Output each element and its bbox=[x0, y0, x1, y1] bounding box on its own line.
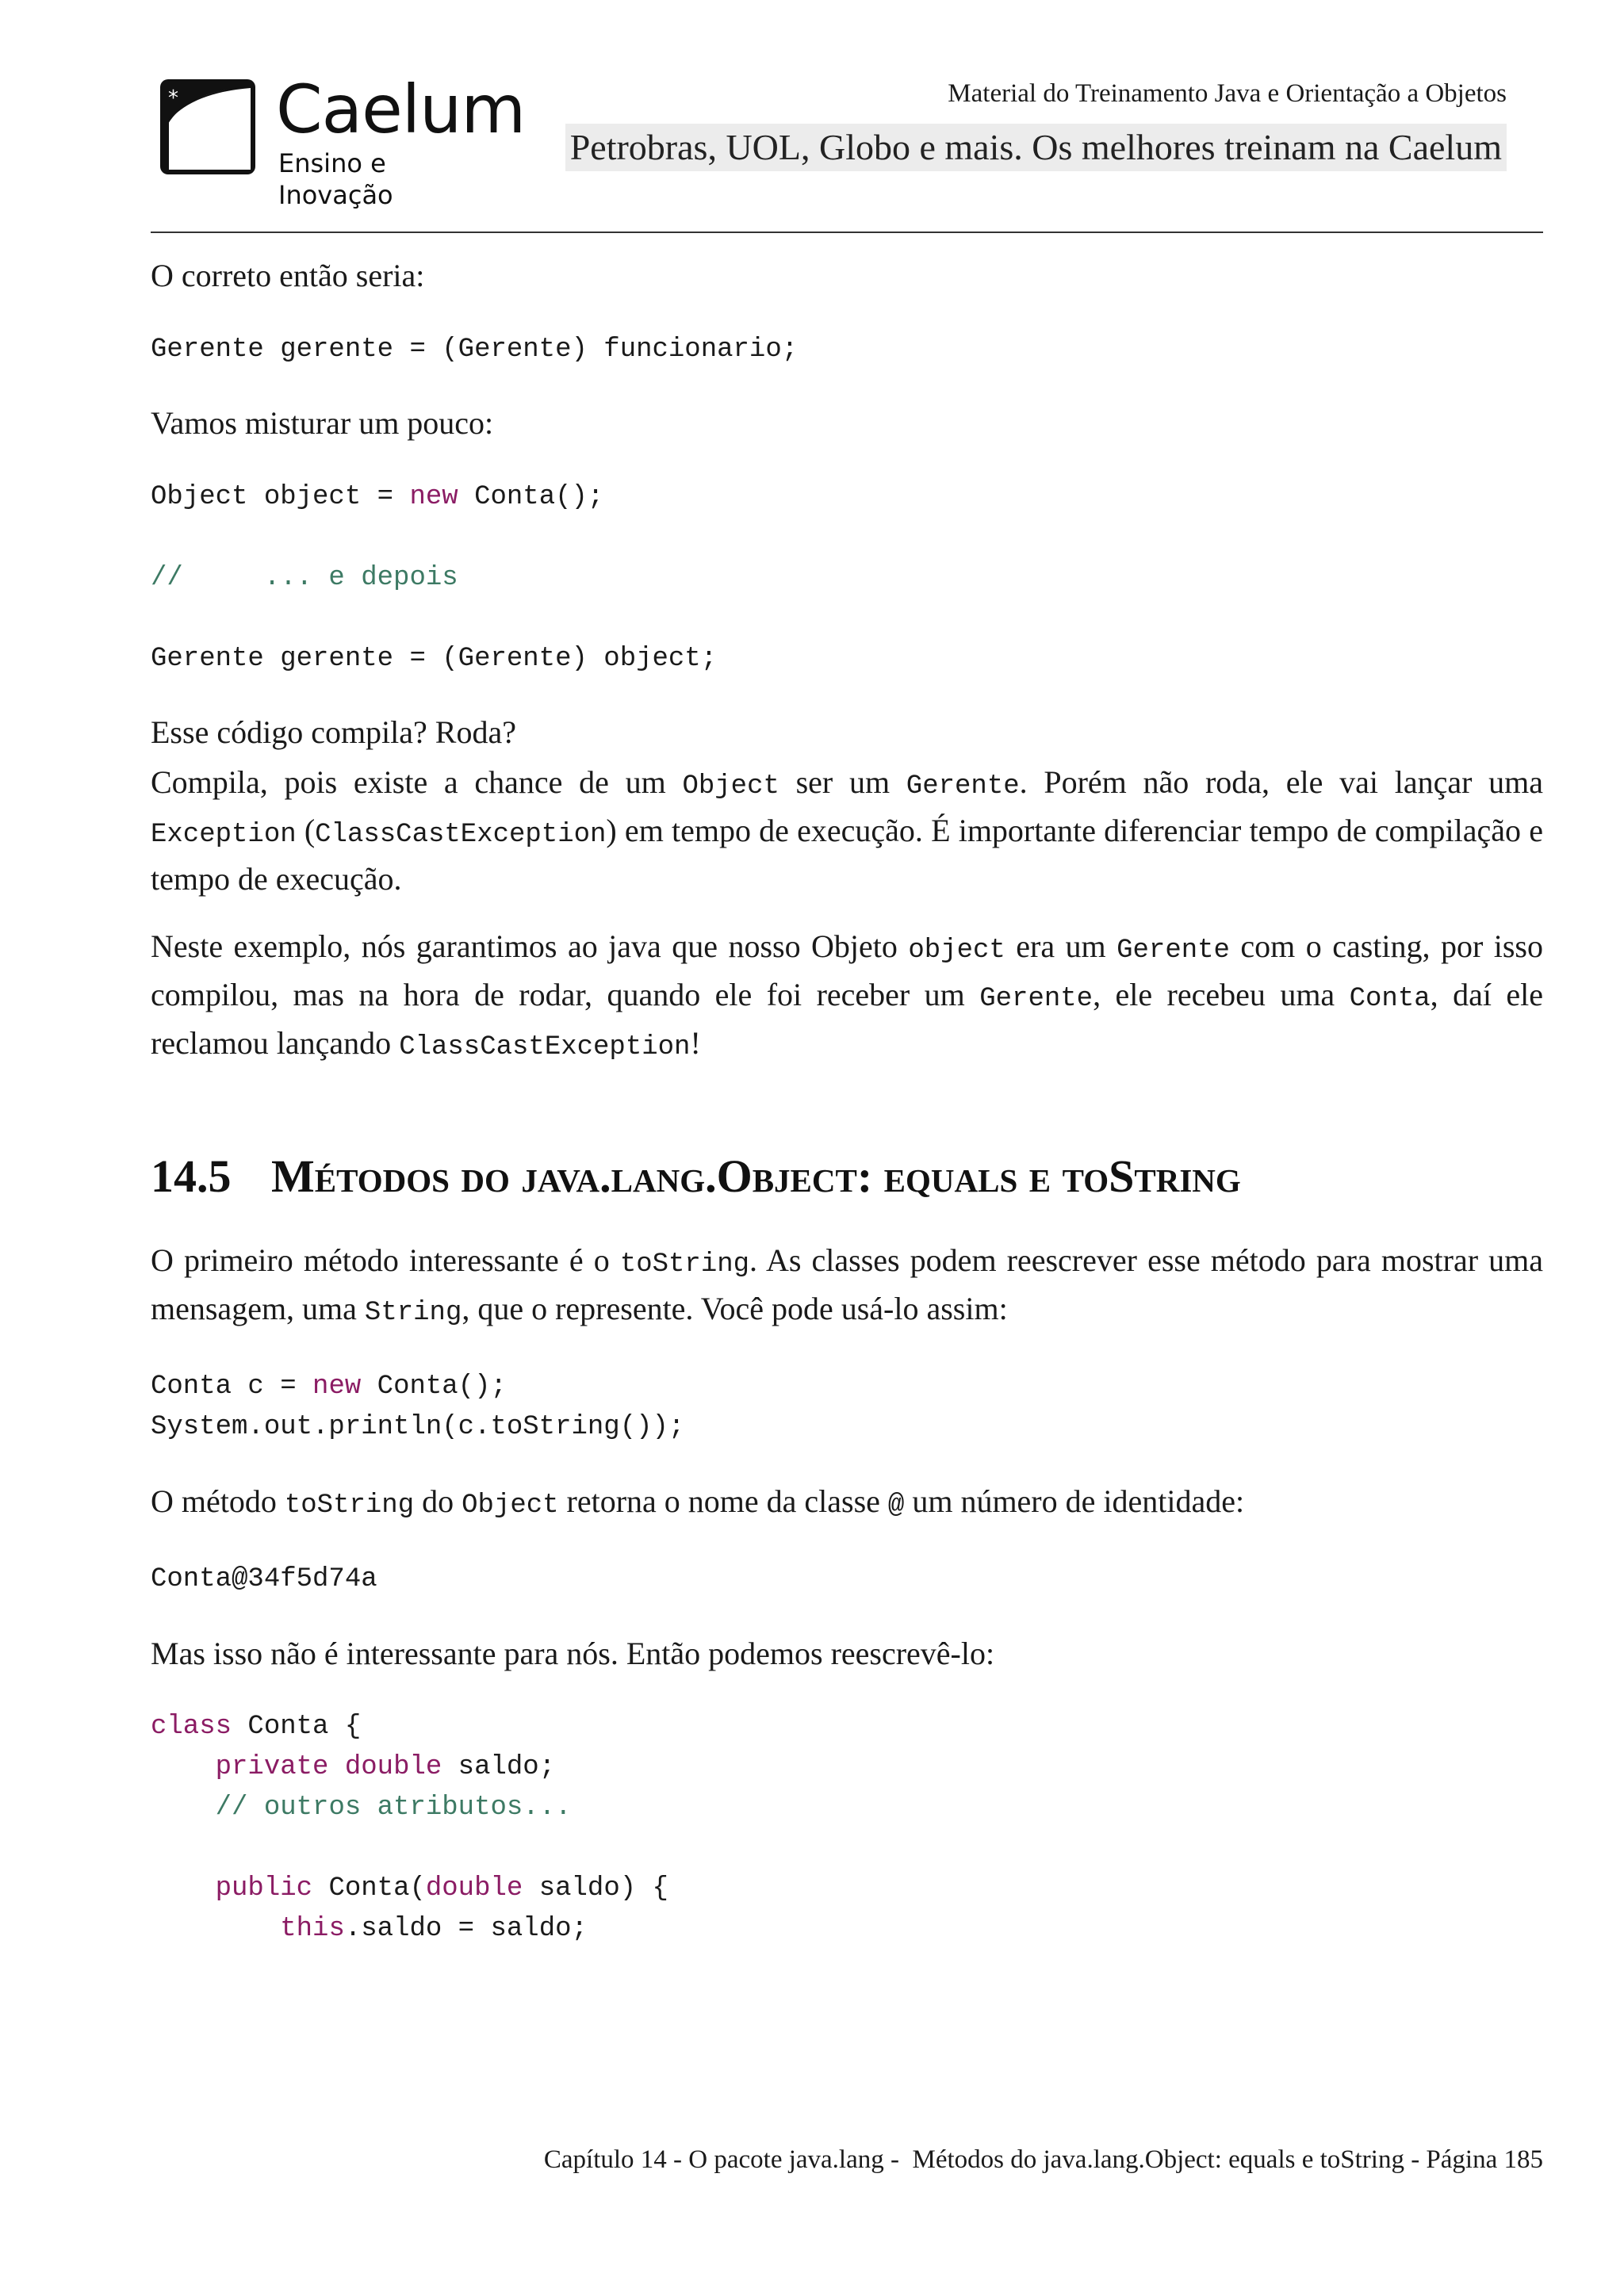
header-divider bbox=[151, 232, 1543, 233]
code-line: // outros atributos... bbox=[215, 1793, 572, 1823]
code-line: Conta c = new Conta(); bbox=[151, 1372, 507, 1402]
section-number: 14.5 bbox=[151, 1150, 232, 1202]
logo-name: Caelum bbox=[276, 71, 526, 148]
caelum-logo bbox=[157, 70, 526, 210]
code-block bbox=[151, 477, 1543, 679]
code-block bbox=[151, 330, 1543, 370]
logo-tagline: Ensino e Inovação bbox=[278, 148, 393, 210]
section-heading bbox=[151, 1149, 1543, 1204]
header-subtitle: Material do Treinamento Java e Orientação a Objetos bbox=[948, 79, 1507, 108]
code-line: this.saldo = saldo; bbox=[280, 1914, 588, 1944]
page-header bbox=[151, 63, 1507, 210]
paragraph: Compila, pois existe a chance de um Object ser um Gerente. Porém não roda, ele vai lançar uma Exception (ClassCastException) em tempo de execução. É importante diferenciar tempo de compilação e tempo de execução. bbox=[151, 764, 1543, 897]
code-line: System.out.println(c.toString()); bbox=[151, 1412, 685, 1442]
page-content bbox=[151, 238, 1543, 1950]
code-line: Conta@34f5d74a bbox=[151, 1564, 377, 1594]
paragraph: Mas isso não é interessante para nós. Então podemos reescrevê-lo: bbox=[151, 1636, 995, 1671]
paragraph: O correto então seria: bbox=[151, 258, 425, 293]
code-line: private double saldo; bbox=[215, 1752, 556, 1782]
paragraph: O método toString do Object retorna o nome da classe @ um número de identidade: bbox=[151, 1483, 1245, 1521]
paragraph: Esse código compila? Roda? bbox=[151, 714, 516, 750]
header-promo: Petrobras, UOL, Globo e mais. Os melhores treinam na Caelum bbox=[565, 124, 1507, 171]
page-footer: Capítulo 14 - O pacote java.lang - Métodos do java.lang.Object: equals e toString - Página 185 bbox=[543, 2145, 1543, 2174]
code-line: Object object = new Conta(); bbox=[151, 482, 604, 512]
paragraph: Neste exemplo, nós garantimos ao java que nosso Objeto object era um Gerente com o casting, por isso compilou, mas na hora de rodar, quando ele foi receber um Gerente, ele recebeu uma Conta, daí ele reclamou lançando ClassCastException! bbox=[151, 928, 1544, 1062]
paragraph: Vamos misturar um pouco: bbox=[151, 405, 494, 441]
caelum-logo-icon bbox=[157, 76, 259, 178]
code-line: Gerente gerente = (Gerente) object; bbox=[151, 644, 718, 674]
code-comment: // ... e depois bbox=[151, 563, 458, 593]
code-line bbox=[151, 599, 1543, 639]
code-block bbox=[151, 1707, 1543, 1950]
section-title: Métodos do java.lang.Object: equals e toString bbox=[271, 1150, 1241, 1202]
code-line bbox=[151, 518, 1543, 558]
code-line: class Conta { bbox=[151, 1712, 362, 1742]
code-line bbox=[151, 1828, 1543, 1869]
paragraph: O primeiro método interessante é o toString. As classes podem reescrever esse método para mostrar uma mensagem, uma String, que o represente. Você pode usá-lo assim: bbox=[151, 1242, 1543, 1328]
code-block bbox=[151, 1367, 1543, 1448]
code-line: Gerente gerente = (Gerente) funcionario; bbox=[151, 335, 799, 365]
svg-text:*: * bbox=[168, 86, 178, 110]
code-line: public Conta(double saldo) { bbox=[215, 1873, 668, 1904]
code-block bbox=[151, 1559, 1543, 1600]
